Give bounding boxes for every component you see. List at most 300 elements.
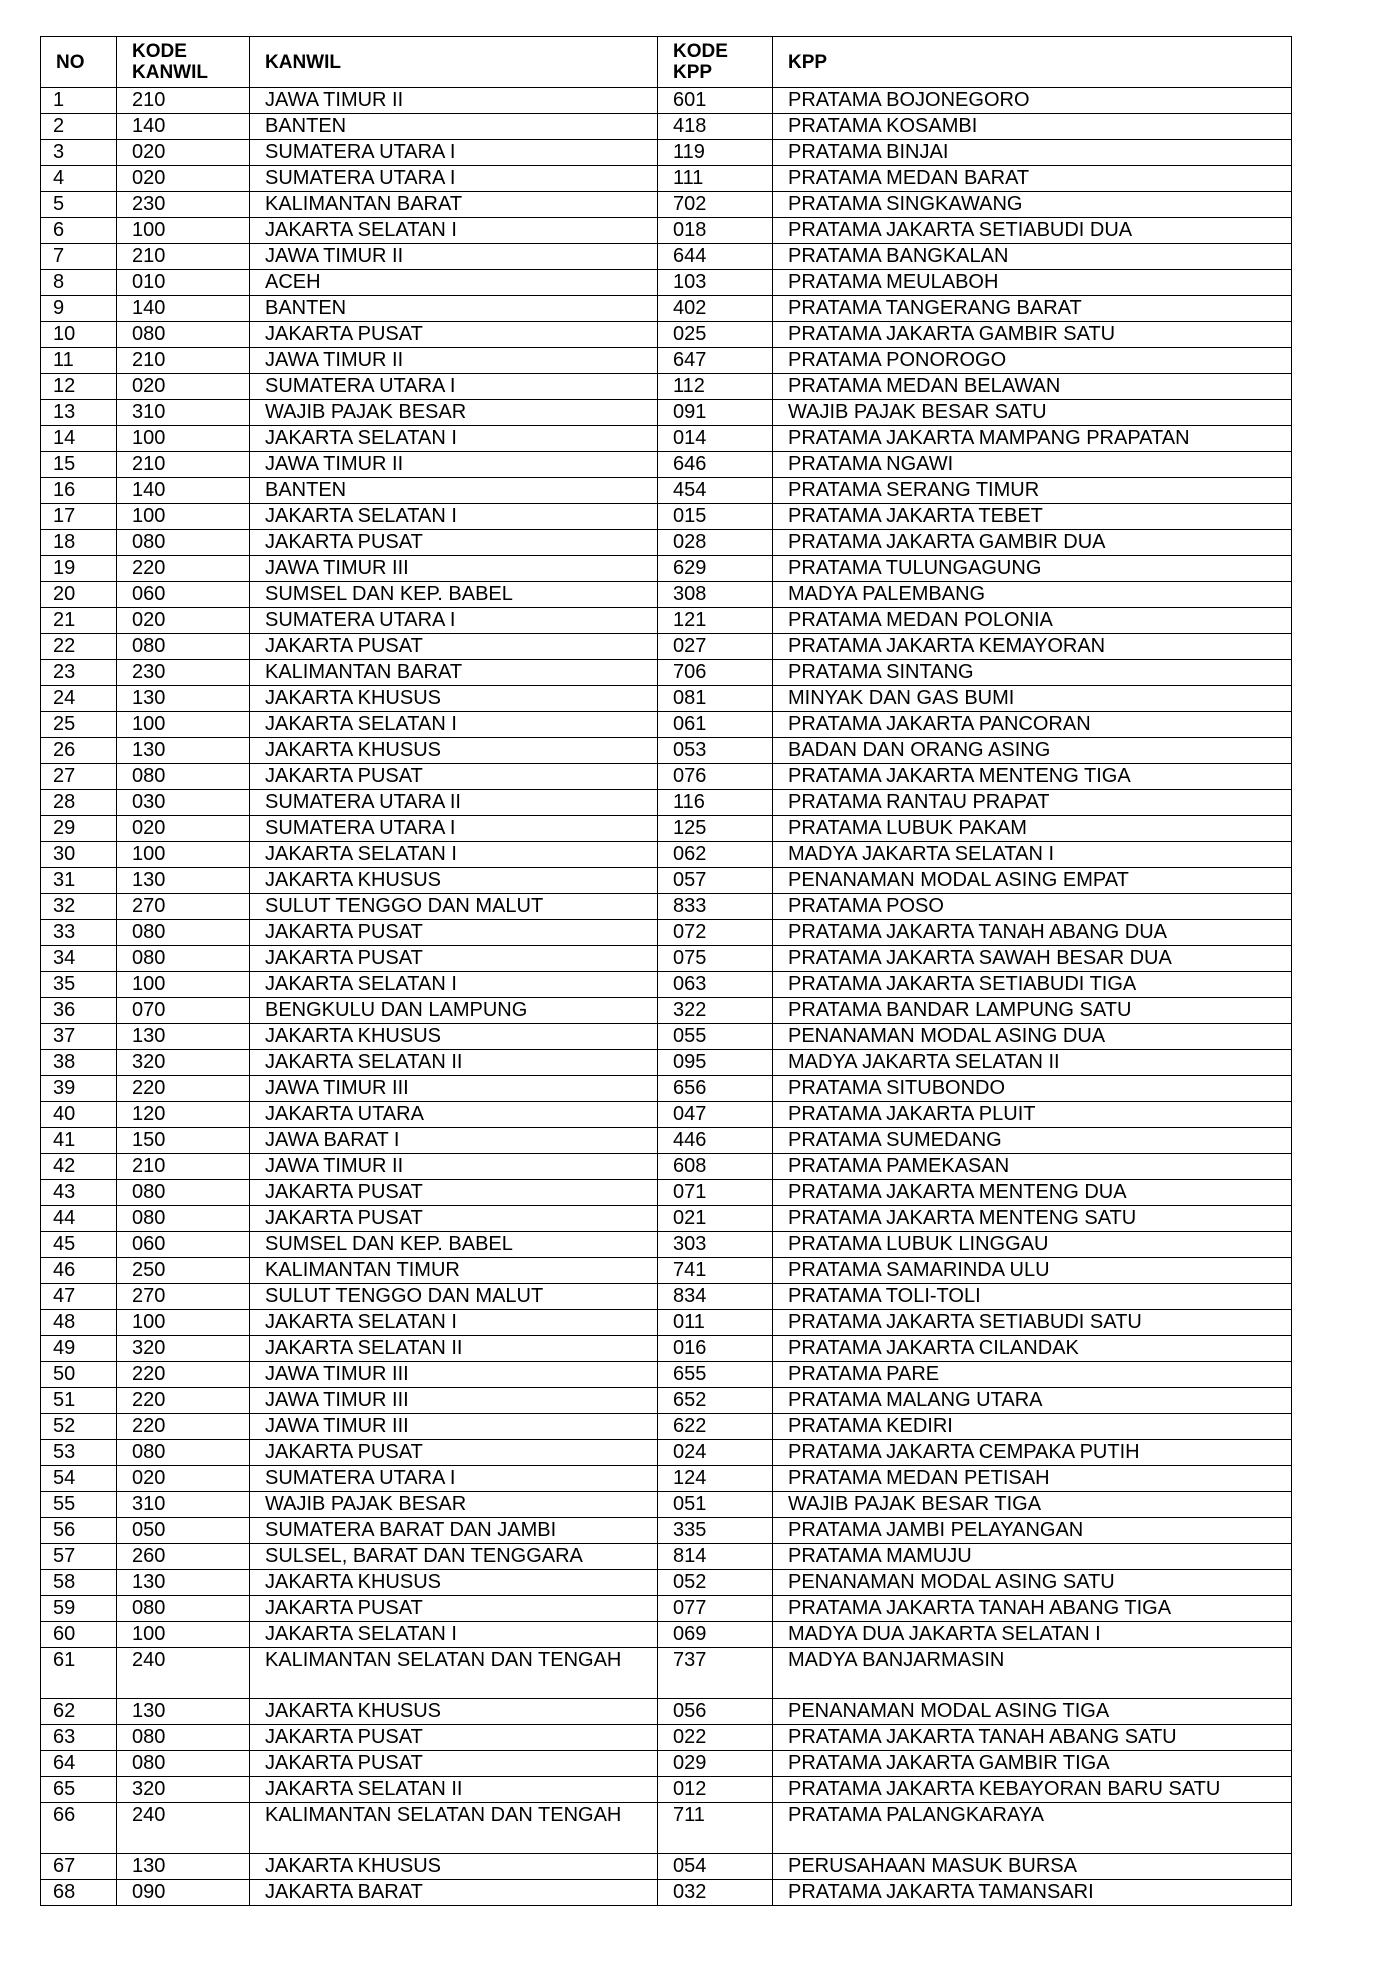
cell-kode-kpp: 402 xyxy=(658,296,773,322)
cell-kode-kpp: 335 xyxy=(658,1518,773,1544)
table-row xyxy=(41,504,1292,530)
cell-kanwil: JAWA TIMUR III xyxy=(250,1076,658,1102)
cell-kode-kanwil: 080 xyxy=(117,634,250,660)
cell-kanwil: JAWA TIMUR II xyxy=(250,1154,658,1180)
table-row xyxy=(41,192,1292,218)
cell-no: 31 xyxy=(41,868,117,894)
cell-kode-kpp: 057 xyxy=(658,868,773,894)
cell-no: 41 xyxy=(41,1128,117,1154)
cell-no: 57 xyxy=(41,1544,117,1570)
cell-kode-kanwil: 080 xyxy=(117,1206,250,1232)
table-row xyxy=(41,1388,1292,1414)
cell-no: 43 xyxy=(41,1180,117,1206)
cell-kanwil: SULUT TENGGO DAN MALUT xyxy=(250,894,658,920)
cell-kode-kpp: 834 xyxy=(658,1284,773,1310)
table-row xyxy=(41,1492,1292,1518)
cell-kode-kpp: 124 xyxy=(658,1466,773,1492)
cell-kode-kanwil: 080 xyxy=(117,1596,250,1622)
cell-no: 23 xyxy=(41,660,117,686)
cell-kanwil: JAKARTA PUSAT xyxy=(250,1751,658,1777)
cell-kpp: PRATAMA JAKARTA PLUIT xyxy=(773,1102,1292,1128)
cell-kpp: PRATAMA JAKARTA MENTENG TIGA xyxy=(773,764,1292,790)
cell-kpp: PENANAMAN MODAL ASING EMPAT xyxy=(773,868,1292,894)
cell-no: 9 xyxy=(41,296,117,322)
cell-kode-kanwil: 130 xyxy=(117,1854,250,1880)
cell-kode-kpp: 062 xyxy=(658,842,773,868)
cell-kode-kpp: 029 xyxy=(658,1751,773,1777)
cell-kode-kanwil: 270 xyxy=(117,894,250,920)
cell-kode-kpp: 322 xyxy=(658,998,773,1024)
cell-kode-kanwil: 140 xyxy=(117,478,250,504)
cell-kode-kpp: 652 xyxy=(658,1388,773,1414)
cell-kode-kpp: 052 xyxy=(658,1570,773,1596)
cell-kpp: PRATAMA SAMARINDA ULU xyxy=(773,1258,1292,1284)
cell-kanwil: BENGKULU DAN LAMPUNG xyxy=(250,998,658,1024)
cell-no: 46 xyxy=(41,1258,117,1284)
cell-kode-kanwil: 220 xyxy=(117,1362,250,1388)
cell-kanwil: JAWA TIMUR II xyxy=(250,452,658,478)
cell-kode-kpp: 024 xyxy=(658,1440,773,1466)
cell-kanwil: SUMSEL DAN KEP. BABEL xyxy=(250,582,658,608)
table-row xyxy=(41,686,1292,712)
cell-kode-kanwil: 140 xyxy=(117,114,250,140)
cell-no: 28 xyxy=(41,790,117,816)
cell-no: 61 xyxy=(41,1648,117,1699)
table-row xyxy=(41,556,1292,582)
cell-no: 6 xyxy=(41,218,117,244)
cell-no: 51 xyxy=(41,1388,117,1414)
cell-kode-kpp: 308 xyxy=(658,582,773,608)
cell-kanwil: JAKARTA KHUSUS xyxy=(250,686,658,712)
table-row xyxy=(41,478,1292,504)
cell-no: 13 xyxy=(41,400,117,426)
cell-kanwil: KALIMANTAN BARAT xyxy=(250,192,658,218)
cell-kode-kanwil: 020 xyxy=(117,166,250,192)
cell-kpp: PRATAMA SINGKAWANG xyxy=(773,192,1292,218)
cell-kpp: WAJIB PAJAK BESAR TIGA xyxy=(773,1492,1292,1518)
cell-kode-kpp: 608 xyxy=(658,1154,773,1180)
cell-kpp: PRATAMA JAKARTA GAMBIR SATU xyxy=(773,322,1292,348)
cell-kanwil: KALIMANTAN BARAT xyxy=(250,660,658,686)
cell-kode-kpp: 025 xyxy=(658,322,773,348)
cell-kpp: PRATAMA JAKARTA TANAH ABANG DUA xyxy=(773,920,1292,946)
cell-kpp: MADYA JAKARTA SELATAN II xyxy=(773,1050,1292,1076)
table-row xyxy=(41,1570,1292,1596)
table-row xyxy=(41,140,1292,166)
cell-kode-kanwil: 010 xyxy=(117,270,250,296)
cell-no: 8 xyxy=(41,270,117,296)
cell-kanwil: ACEH xyxy=(250,270,658,296)
cell-kode-kanwil: 130 xyxy=(117,1699,250,1725)
table-body xyxy=(41,88,1292,1906)
cell-kanwil: JAKARTA KHUSUS xyxy=(250,1024,658,1050)
cell-kode-kanwil: 270 xyxy=(117,1284,250,1310)
cell-kanwil: SUMATERA UTARA I xyxy=(250,166,658,192)
cell-kanwil: JAKARTA UTARA xyxy=(250,1102,658,1128)
cell-kode-kanwil: 030 xyxy=(117,790,250,816)
cell-no: 56 xyxy=(41,1518,117,1544)
cell-kanwil: JAKARTA KHUSUS xyxy=(250,1570,658,1596)
cell-kode-kpp: 054 xyxy=(658,1854,773,1880)
cell-kpp: PRATAMA JAKARTA MENTENG DUA xyxy=(773,1180,1292,1206)
cell-kanwil: SUMATERA UTARA I xyxy=(250,816,658,842)
cell-kode-kanwil: 250 xyxy=(117,1258,250,1284)
cell-kode-kpp: 644 xyxy=(658,244,773,270)
cell-kanwil: KALIMANTAN SELATAN DAN TENGAH xyxy=(250,1803,658,1854)
table-row xyxy=(41,270,1292,296)
cell-kode-kpp: 711 xyxy=(658,1803,773,1854)
cell-kpp: PRATAMA MAMUJU xyxy=(773,1544,1292,1570)
cell-no: 29 xyxy=(41,816,117,842)
cell-kode-kpp: 056 xyxy=(658,1699,773,1725)
cell-kpp: PRATAMA PARE xyxy=(773,1362,1292,1388)
cell-kanwil: KALIMANTAN TIMUR xyxy=(250,1258,658,1284)
cell-kanwil: JAKARTA PUSAT xyxy=(250,946,658,972)
cell-kpp: PRATAMA PAMEKASAN xyxy=(773,1154,1292,1180)
cell-kode-kanwil: 240 xyxy=(117,1803,250,1854)
cell-kanwil: WAJIB PAJAK BESAR xyxy=(250,400,658,426)
table-row xyxy=(41,660,1292,686)
cell-kpp: PRATAMA JAKARTA CILANDAK xyxy=(773,1336,1292,1362)
cell-kpp: PRATAMA JAKARTA CEMPAKA PUTIH xyxy=(773,1440,1292,1466)
table-row xyxy=(41,114,1292,140)
cell-kpp: MINYAK DAN GAS BUMI xyxy=(773,686,1292,712)
cell-kanwil: JAKARTA KHUSUS xyxy=(250,1854,658,1880)
cell-kpp: PENANAMAN MODAL ASING SATU xyxy=(773,1570,1292,1596)
table-row xyxy=(41,1544,1292,1570)
cell-kode-kanwil: 130 xyxy=(117,686,250,712)
cell-no: 47 xyxy=(41,1284,117,1310)
cell-kode-kanwil: 080 xyxy=(117,322,250,348)
cell-kode-kanwil: 070 xyxy=(117,998,250,1024)
table-row xyxy=(41,1154,1292,1180)
cell-kpp: PRATAMA JAKARTA SAWAH BESAR DUA xyxy=(773,946,1292,972)
cell-kode-kanwil: 130 xyxy=(117,1024,250,1050)
cell-kanwil: JAWA TIMUR II xyxy=(250,88,658,114)
cell-kode-kanwil: 120 xyxy=(117,1102,250,1128)
table-row xyxy=(41,322,1292,348)
cell-kpp: PRATAMA LUBUK PAKAM xyxy=(773,816,1292,842)
cell-kanwil: JAKARTA PUSAT xyxy=(250,322,658,348)
cell-no: 65 xyxy=(41,1777,117,1803)
cell-no: 62 xyxy=(41,1699,117,1725)
cell-kanwil: JAKARTA PUSAT xyxy=(250,920,658,946)
cell-kpp: PRATAMA JAKARTA TANAH ABANG SATU xyxy=(773,1725,1292,1751)
cell-kode-kanwil: 230 xyxy=(117,660,250,686)
table-row xyxy=(41,88,1292,114)
cell-kpp: PRATAMA BANGKALAN xyxy=(773,244,1292,270)
table-row xyxy=(41,1310,1292,1336)
cell-kode-kanwil: 220 xyxy=(117,1388,250,1414)
table-row xyxy=(41,608,1292,634)
cell-kode-kanwil: 320 xyxy=(117,1777,250,1803)
cell-kpp: PERUSAHAAN MASUK BURSA xyxy=(773,1854,1292,1880)
table-row xyxy=(41,1206,1292,1232)
cell-kode-kanwil: 210 xyxy=(117,452,250,478)
cell-kpp: MADYA JAKARTA SELATAN I xyxy=(773,842,1292,868)
cell-no: 37 xyxy=(41,1024,117,1050)
cell-kode-kanwil: 100 xyxy=(117,218,250,244)
cell-no: 11 xyxy=(41,348,117,374)
cell-kpp: PRATAMA JAMBI PELAYANGAN xyxy=(773,1518,1292,1544)
cell-kode-kpp: 061 xyxy=(658,712,773,738)
cell-kpp: PRATAMA JAKARTA SETIABUDI SATU xyxy=(773,1310,1292,1336)
cell-kode-kpp: 032 xyxy=(658,1880,773,1906)
cell-kanwil: BANTEN xyxy=(250,114,658,140)
table-row xyxy=(41,738,1292,764)
table-row xyxy=(41,894,1292,920)
cell-kpp: PENANAMAN MODAL ASING DUA xyxy=(773,1024,1292,1050)
cell-no: 36 xyxy=(41,998,117,1024)
cell-kpp: PRATAMA BOJONEGORO xyxy=(773,88,1292,114)
cell-kode-kpp: 053 xyxy=(658,738,773,764)
cell-kode-kpp: 418 xyxy=(658,114,773,140)
cell-kanwil: JAKARTA SELATAN II xyxy=(250,1777,658,1803)
cell-kanwil: JAKARTA BARAT xyxy=(250,1880,658,1906)
cell-kode-kpp: 075 xyxy=(658,946,773,972)
cell-kode-kanwil: 220 xyxy=(117,1076,250,1102)
cell-kode-kpp: 012 xyxy=(658,1777,773,1803)
cell-kpp: PRATAMA NGAWI xyxy=(773,452,1292,478)
cell-kanwil: JAKARTA PUSAT xyxy=(250,1180,658,1206)
cell-kanwil: JAKARTA PUSAT xyxy=(250,1596,658,1622)
cell-kode-kanwil: 080 xyxy=(117,764,250,790)
cell-kode-kanwil: 310 xyxy=(117,1492,250,1518)
cell-kanwil: JAKARTA SELATAN II xyxy=(250,1336,658,1362)
table-row xyxy=(41,1699,1292,1725)
cell-kanwil: SUMATERA UTARA I xyxy=(250,374,658,400)
cell-kpp: PRATAMA JAKARTA GAMBIR DUA xyxy=(773,530,1292,556)
cell-kanwil: JAKARTA PUSAT xyxy=(250,1206,658,1232)
cell-kpp: PRATAMA BINJAI xyxy=(773,140,1292,166)
cell-no: 35 xyxy=(41,972,117,998)
cell-kode-kanwil: 140 xyxy=(117,296,250,322)
cell-kode-kpp: 072 xyxy=(658,920,773,946)
cell-kanwil: BANTEN xyxy=(250,478,658,504)
cell-kode-kanwil: 220 xyxy=(117,556,250,582)
cell-kanwil: JAKARTA SELATAN I xyxy=(250,426,658,452)
table-row xyxy=(41,1803,1292,1854)
cell-kode-kpp: 303 xyxy=(658,1232,773,1258)
cell-kode-kpp: 091 xyxy=(658,400,773,426)
cell-kode-kanwil: 130 xyxy=(117,738,250,764)
cell-kpp: PRATAMA JAKARTA SETIABUDI DUA xyxy=(773,218,1292,244)
table-row xyxy=(41,1466,1292,1492)
table-row xyxy=(41,1596,1292,1622)
cell-no: 2 xyxy=(41,114,117,140)
cell-no: 55 xyxy=(41,1492,117,1518)
cell-kpp: PRATAMA SINTANG xyxy=(773,660,1292,686)
cell-kode-kanwil: 080 xyxy=(117,946,250,972)
cell-no: 68 xyxy=(41,1880,117,1906)
cell-no: 7 xyxy=(41,244,117,270)
cell-kode-kpp: 622 xyxy=(658,1414,773,1440)
cell-no: 10 xyxy=(41,322,117,348)
cell-kode-kanwil: 310 xyxy=(117,400,250,426)
table-row xyxy=(41,998,1292,1024)
table-row xyxy=(41,868,1292,894)
cell-kode-kanwil: 020 xyxy=(117,140,250,166)
cell-no: 59 xyxy=(41,1596,117,1622)
cell-kode-kanwil: 050 xyxy=(117,1518,250,1544)
cell-no: 60 xyxy=(41,1622,117,1648)
table-row xyxy=(41,582,1292,608)
table-header-row xyxy=(41,37,1292,88)
cell-kode-kpp: 119 xyxy=(658,140,773,166)
table-row xyxy=(41,452,1292,478)
table-row xyxy=(41,1622,1292,1648)
cell-kode-kpp: 081 xyxy=(658,686,773,712)
cell-kanwil: JAKARTA SELATAN I xyxy=(250,1310,658,1336)
cell-no: 19 xyxy=(41,556,117,582)
cell-kpp: PRATAMA SITUBONDO xyxy=(773,1076,1292,1102)
header-no: NO xyxy=(41,37,117,88)
cell-kode-kpp: 095 xyxy=(658,1050,773,1076)
cell-no: 21 xyxy=(41,608,117,634)
cell-kode-kanwil: 210 xyxy=(117,1154,250,1180)
cell-kanwil: JAKARTA PUSAT xyxy=(250,634,658,660)
cell-no: 18 xyxy=(41,530,117,556)
table-row xyxy=(41,1440,1292,1466)
cell-no: 48 xyxy=(41,1310,117,1336)
cell-kode-kanwil: 230 xyxy=(117,192,250,218)
table-row xyxy=(41,400,1292,426)
cell-kode-kanwil: 260 xyxy=(117,1544,250,1570)
cell-kpp: PRATAMA JAKARTA MENTENG SATU xyxy=(773,1206,1292,1232)
cell-kpp: PRATAMA JAKARTA TEBET xyxy=(773,504,1292,530)
cell-no: 16 xyxy=(41,478,117,504)
cell-kode-kpp: 022 xyxy=(658,1725,773,1751)
cell-no: 26 xyxy=(41,738,117,764)
cell-kode-kpp: 656 xyxy=(658,1076,773,1102)
cell-no: 67 xyxy=(41,1854,117,1880)
cell-kanwil: JAWA TIMUR III xyxy=(250,1388,658,1414)
cell-kode-kpp: 021 xyxy=(658,1206,773,1232)
cell-kanwil: JAKARTA PUSAT xyxy=(250,764,658,790)
kpp-table xyxy=(40,36,1292,1906)
cell-kode-kpp: 055 xyxy=(658,1024,773,1050)
cell-kpp: PRATAMA MEDAN POLONIA xyxy=(773,608,1292,634)
cell-kode-kpp: 814 xyxy=(658,1544,773,1570)
table-row xyxy=(41,426,1292,452)
table-row xyxy=(41,1336,1292,1362)
cell-no: 1 xyxy=(41,88,117,114)
header-kanwil: KANWIL xyxy=(250,37,658,88)
cell-kpp: PRATAMA TULUNGAGUNG xyxy=(773,556,1292,582)
cell-kanwil: JAKARTA KHUSUS xyxy=(250,868,658,894)
table-row xyxy=(41,1128,1292,1154)
cell-no: 33 xyxy=(41,920,117,946)
cell-kode-kanwil: 100 xyxy=(117,842,250,868)
cell-no: 53 xyxy=(41,1440,117,1466)
cell-kode-kpp: 016 xyxy=(658,1336,773,1362)
cell-kode-kanwil: 020 xyxy=(117,816,250,842)
cell-kanwil: JAKARTA KHUSUS xyxy=(250,738,658,764)
table-row xyxy=(41,348,1292,374)
cell-kpp: MADYA BANJARMASIN xyxy=(773,1648,1292,1699)
cell-kanwil: JAKARTA SELATAN I xyxy=(250,842,658,868)
table-row xyxy=(41,634,1292,660)
table-row xyxy=(41,1232,1292,1258)
cell-kanwil: JAKARTA SELATAN I xyxy=(250,504,658,530)
table-row xyxy=(41,1076,1292,1102)
cell-kpp: PRATAMA JAKARTA KEBAYORAN BARU SATU xyxy=(773,1777,1292,1803)
table-row xyxy=(41,1102,1292,1128)
table-row xyxy=(41,1050,1292,1076)
table-row xyxy=(41,1777,1292,1803)
cell-kpp: PRATAMA LUBUK LINGGAU xyxy=(773,1232,1292,1258)
cell-kode-kanwil: 080 xyxy=(117,530,250,556)
cell-kanwil: JAKARTA PUSAT xyxy=(250,1440,658,1466)
cell-kode-kanwil: 210 xyxy=(117,348,250,374)
cell-no: 39 xyxy=(41,1076,117,1102)
cell-kanwil: SUMATERA UTARA I xyxy=(250,140,658,166)
cell-kpp: PRATAMA PONOROGO xyxy=(773,348,1292,374)
cell-kode-kanwil: 100 xyxy=(117,1622,250,1648)
cell-kanwil: SUMATERA BARAT DAN JAMBI xyxy=(250,1518,658,1544)
cell-kode-kpp: 655 xyxy=(658,1362,773,1388)
cell-kanwil: JAKARTA SELATAN I xyxy=(250,1622,658,1648)
cell-kpp: PRATAMA TANGERANG BARAT xyxy=(773,296,1292,322)
cell-kpp: PRATAMA SERANG TIMUR xyxy=(773,478,1292,504)
cell-no: 40 xyxy=(41,1102,117,1128)
cell-kanwil: SUMATERA UTARA I xyxy=(250,1466,658,1492)
cell-no: 5 xyxy=(41,192,117,218)
cell-kode-kanwil: 240 xyxy=(117,1648,250,1699)
cell-no: 22 xyxy=(41,634,117,660)
cell-no: 52 xyxy=(41,1414,117,1440)
cell-kode-kpp: 121 xyxy=(658,608,773,634)
header-kode-kpp: KODE KPP xyxy=(658,37,773,88)
cell-kode-kpp: 629 xyxy=(658,556,773,582)
table-row xyxy=(41,1362,1292,1388)
table-row xyxy=(41,218,1292,244)
cell-kode-kpp: 446 xyxy=(658,1128,773,1154)
table-row xyxy=(41,764,1292,790)
cell-kanwil: JAWA TIMUR III xyxy=(250,1414,658,1440)
cell-no: 27 xyxy=(41,764,117,790)
cell-kode-kanwil: 090 xyxy=(117,1880,250,1906)
cell-no: 66 xyxy=(41,1803,117,1854)
cell-kpp: PRATAMA JAKARTA TANAH ABANG TIGA xyxy=(773,1596,1292,1622)
cell-kpp: PRATAMA MEDAN PETISAH xyxy=(773,1466,1292,1492)
cell-kode-kanwil: 060 xyxy=(117,1232,250,1258)
cell-kode-kpp: 028 xyxy=(658,530,773,556)
cell-kanwil: JAKARTA SELATAN I xyxy=(250,972,658,998)
cell-no: 15 xyxy=(41,452,117,478)
cell-kanwil: SUMATERA UTARA II xyxy=(250,790,658,816)
table-row xyxy=(41,972,1292,998)
cell-kode-kpp: 702 xyxy=(658,192,773,218)
cell-kpp: PRATAMA BANDAR LAMPUNG SATU xyxy=(773,998,1292,1024)
cell-kode-kpp: 116 xyxy=(658,790,773,816)
cell-kode-kpp: 051 xyxy=(658,1492,773,1518)
cell-no: 4 xyxy=(41,166,117,192)
cell-kpp: PRATAMA MEULABOH xyxy=(773,270,1292,296)
cell-no: 63 xyxy=(41,1725,117,1751)
cell-kode-kpp: 125 xyxy=(658,816,773,842)
cell-kpp: PRATAMA JAKARTA KEMAYORAN xyxy=(773,634,1292,660)
cell-kanwil: WAJIB PAJAK BESAR xyxy=(250,1492,658,1518)
cell-kpp: PRATAMA JAKARTA PANCORAN xyxy=(773,712,1292,738)
cell-no: 3 xyxy=(41,140,117,166)
cell-kode-kpp: 015 xyxy=(658,504,773,530)
cell-no: 44 xyxy=(41,1206,117,1232)
cell-kode-kpp: 069 xyxy=(658,1622,773,1648)
cell-kanwil: JAKARTA PUSAT xyxy=(250,1725,658,1751)
table-row xyxy=(41,842,1292,868)
cell-no: 50 xyxy=(41,1362,117,1388)
